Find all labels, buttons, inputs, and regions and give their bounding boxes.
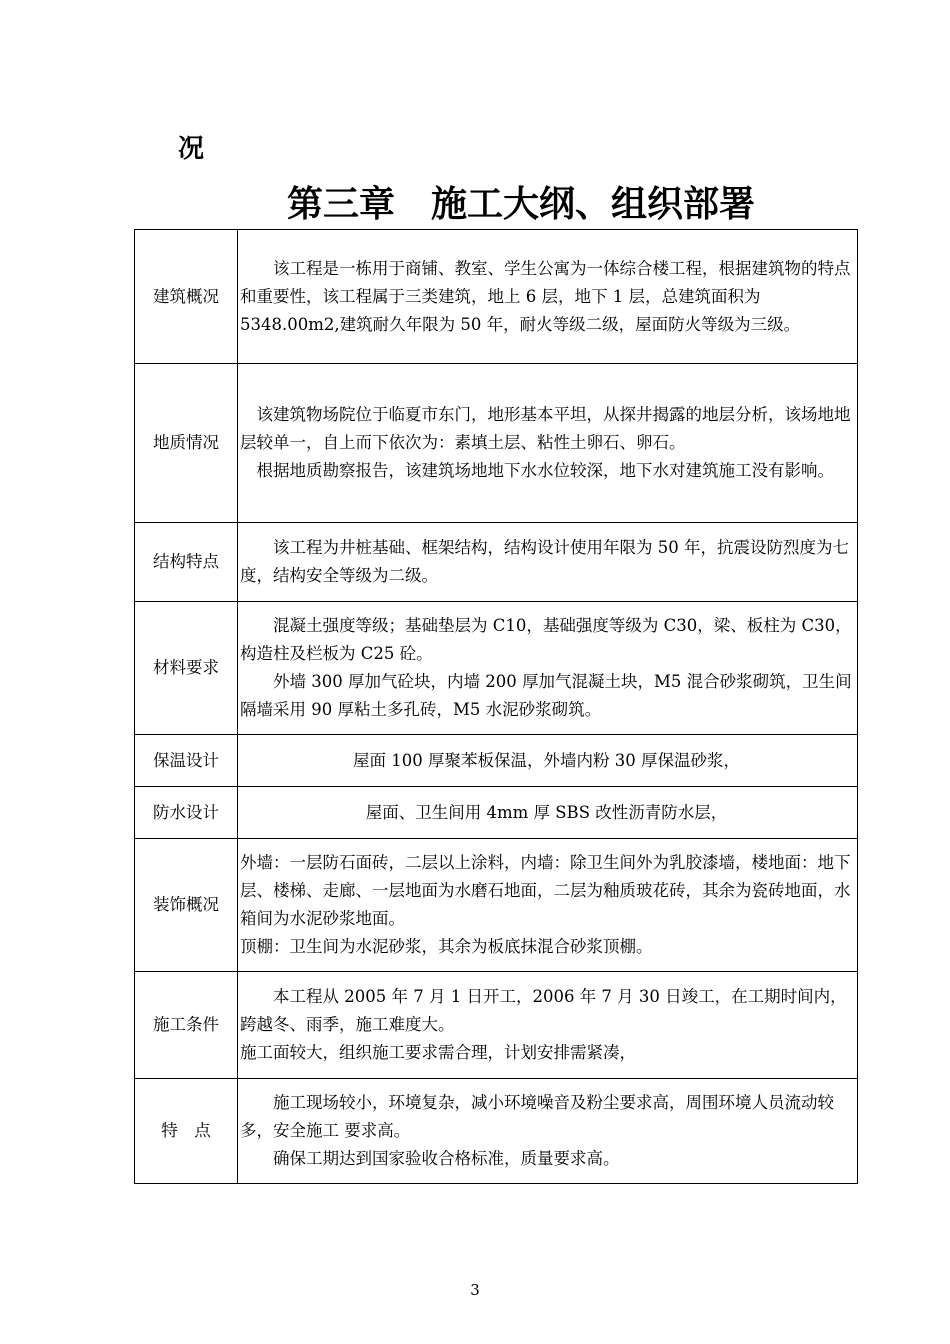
content-paragraph: 确保工期达到国家验收合格标准，质量要求高。 xyxy=(240,1149,620,1168)
content-paragraph: 该工程是一栋用于商铺、教室、学生公寓为一体综合楼工程，根据建筑物的特点和重要性，该工程属于三类建筑，地上 6 层，地下 1 层，总建筑面积为 5348.00m2,建筑耐久年限为 50 年，耐火等级二级，屋面防火等级为三级。 xyxy=(240,258,851,334)
row-content xyxy=(238,735,858,787)
row-label: 结构特点 xyxy=(135,523,238,602)
table-row xyxy=(135,230,858,364)
table-row xyxy=(135,1079,858,1184)
content-paragraph: 顶棚：卫生间为水泥砂浆，其余为板底抹混合砂浆顶棚。 xyxy=(240,937,653,956)
header-fragment: 况 xyxy=(178,134,205,164)
content-paragraph: 屋面 100 厚聚苯板保温，外墙内粉 30 厚保温砂浆， xyxy=(353,750,740,770)
row-label: 材料要求 xyxy=(135,602,238,735)
row-label: 施工条件 xyxy=(135,972,238,1079)
row-content xyxy=(238,787,858,839)
row-content xyxy=(238,972,858,1079)
page-number: 3 xyxy=(470,1281,480,1299)
chapter-title: 第三章 施工大纲、组织部署 xyxy=(287,184,756,225)
row-content xyxy=(238,523,858,602)
content-paragraph: 根据地质勘察报告，该建筑场地地下水水位较深，地下水对建筑施工没有影响。 xyxy=(240,461,834,480)
row-content xyxy=(238,839,858,972)
row-content xyxy=(238,602,858,735)
content-paragraph: 施工面较大，组织施工要求需合理，计划安排需紧凑， xyxy=(240,1043,636,1062)
row-label: 建筑概况 xyxy=(135,230,238,364)
content-paragraph: 本工程从 2005 年 7 月 1 日开工，2006 年 7 月 30 日竣工，在工期时间内，跨越冬、雨季，施工难度大。 xyxy=(240,987,847,1034)
row-label: 特 点 xyxy=(135,1079,238,1184)
content-paragraph: 该建筑物场院位于临夏市东门，地形基本平坦，从探井揭露的地层分析，该场地地层较单一，自上而下依次为：素填土层、粘性土卵石、卵石。 xyxy=(240,405,851,452)
content-paragraph: 该工程为井桩基础、框架结构，结构设计使用年限为 50 年，抗震设防烈度为七度，结构安全等级为二级。 xyxy=(240,538,849,585)
row-label: 装饰概况 xyxy=(135,839,238,972)
table-row xyxy=(135,787,858,839)
table-row xyxy=(135,735,858,787)
content-paragraph: 混凝土强度等级；基础垫层为 C10，基础强度等级为 C30，梁、板柱为 C30，构造柱及栏板为 C25 砼。 xyxy=(240,616,852,663)
table-row xyxy=(135,602,858,735)
table-row xyxy=(135,364,858,523)
table-row xyxy=(135,972,858,1079)
row-content xyxy=(238,364,858,523)
content-paragraph: 施工现场较小，环境复杂，减小环境噪音及粉尘要求高，周围环境人员流动较多，安全施工 要求高。 xyxy=(240,1093,834,1140)
content-paragraph: 外墙 300 厚加气砼块，内墙 200 厚加气混凝土块，M5 混合砂浆砌筑，卫生间隔墙采用 90 厚粘土多孔砖，M5 水泥砂浆砌筑。 xyxy=(240,672,852,719)
content-paragraph: 外墙：一层防石面砖，二层以上涂料，内墙：除卫生间外为乳胶漆墙，楼地面：地下层、楼梯、走廊、一层地面为水磨石地面，二层为釉质玻花砖，其余为瓷砖地面，水箱间为水泥砂浆地面。 xyxy=(240,853,851,928)
table-row xyxy=(135,839,858,972)
row-label: 地质情况 xyxy=(135,364,238,523)
row-label: 保温设计 xyxy=(135,735,238,787)
content-paragraph: 屋面、卫生间用 4mm 厚 SBS 改性沥青防水层， xyxy=(365,802,728,822)
row-label: 防水设计 xyxy=(135,787,238,839)
table-row xyxy=(135,523,858,602)
row-content xyxy=(238,230,858,364)
row-content xyxy=(238,1079,858,1184)
project-overview-table xyxy=(134,229,858,1184)
